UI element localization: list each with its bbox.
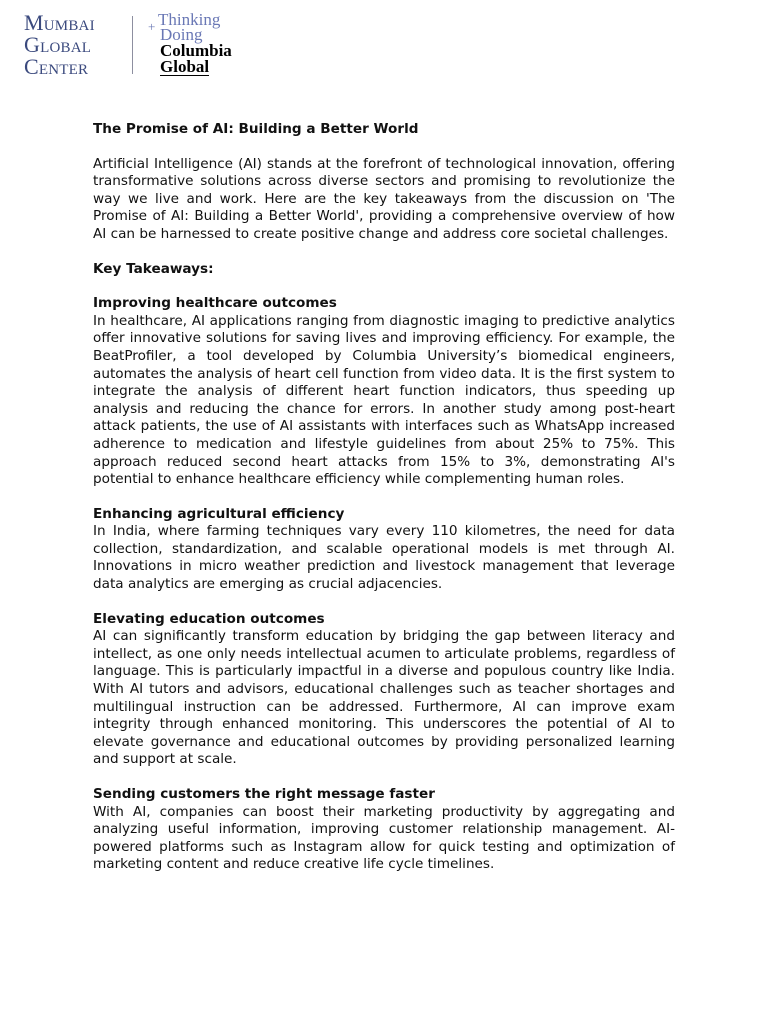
section-heading: Enhancing agricultural efficiency xyxy=(93,505,345,522)
intro-paragraph: Artificial Intelligence (AI) stands at the forefront of technological innovation, offering transformative solutions across diverse sectors and promising to revolutionize the way we live and work. Here are the key takeaways from the discussion on 'The Promise of AI: Building a Better World', providing a comprehensive overview of how AI can be harnessed to create positive change and address core societal challenges. xyxy=(93,155,675,242)
section-body: With AI, companies can boost their marketing productivity by aggregating and analyzing useful information, improving customer relationship management. AI-powered platforms such as Instagram allow for quick testing and optimization of marketing content and reduce creative life cycle timelines. xyxy=(93,803,675,873)
mumbai-global-center-logo xyxy=(24,12,95,78)
section-heading: Improving healthcare outcomes xyxy=(93,295,337,312)
section-healthcare xyxy=(93,295,675,489)
section-education xyxy=(93,611,675,769)
logo-thinking: Thinking xyxy=(158,10,221,29)
logo-columbia: Columbia xyxy=(160,41,232,60)
section-body: In India, where farming techniques vary every 110 kilometres, the need for data collection, standardization, and scalable operational models is met through AI. Innovations in micro weather prediction and livestock management that leverage data analytics are emerging as crucial adjacencies. xyxy=(93,523,675,593)
section-heading: Sending customers the right message faster xyxy=(93,786,435,802)
section-agriculture xyxy=(93,506,675,594)
key-takeaways-heading: Key Takeaways: xyxy=(93,260,214,277)
header-logos xyxy=(24,12,264,82)
document-body xyxy=(93,121,675,891)
logo-doing: Doing xyxy=(160,25,203,44)
logo-line-global: Global xyxy=(24,32,92,57)
section-marketing xyxy=(93,786,675,874)
document-title: The Promise of AI: Building a Better World xyxy=(93,121,419,137)
logo-line-center: Center xyxy=(24,54,89,79)
section-body: AI can significantly transform education by bridging the gap between literacy and intellect, as one only needs intellectual acumen to articulate problems, regardless of language. This is particularly impactful in a diverse and populous country like India. With AI tutors and advisors, educational challenges such as teacher shortages and multilingual instruction can be addressed. Furthermore, AI can improve exam integrity through enhanced monitoring. This underscores the potential of AI to elevate governance and educational outcomes by providing personalized learning and support at scale. xyxy=(93,628,675,768)
section-heading: Elevating education outcomes xyxy=(93,610,325,627)
logo-line-mumbai: Mumbai xyxy=(24,10,95,35)
logo-global: Global xyxy=(160,57,210,76)
logo-plus: + xyxy=(148,19,156,34)
section-body: In healthcare, AI applications ranging from diagnostic imaging to predictive analytics offer innovative solutions for saving lives and improving efficiency. For example, the BeatProfiler, a tool developed by Columbia University’s biomedical engineers, automates the analysis of heart cell function from video data. It is the first system to integrate the analysis of different heart function indicators, thus speeding up analysis and reducing the chance for errors. In another study among post-heart attack patients, the use of AI assistants with interfaces such as WhatsApp increased adherence to medication and lifestyle guidelines from about 25% to 75%. This approach reduced second heart attacks from 15% to 3%, demonstrating AI's potential to enhance healthcare efficiency while complementing human roles. xyxy=(93,312,675,488)
logo-divider xyxy=(132,16,133,74)
